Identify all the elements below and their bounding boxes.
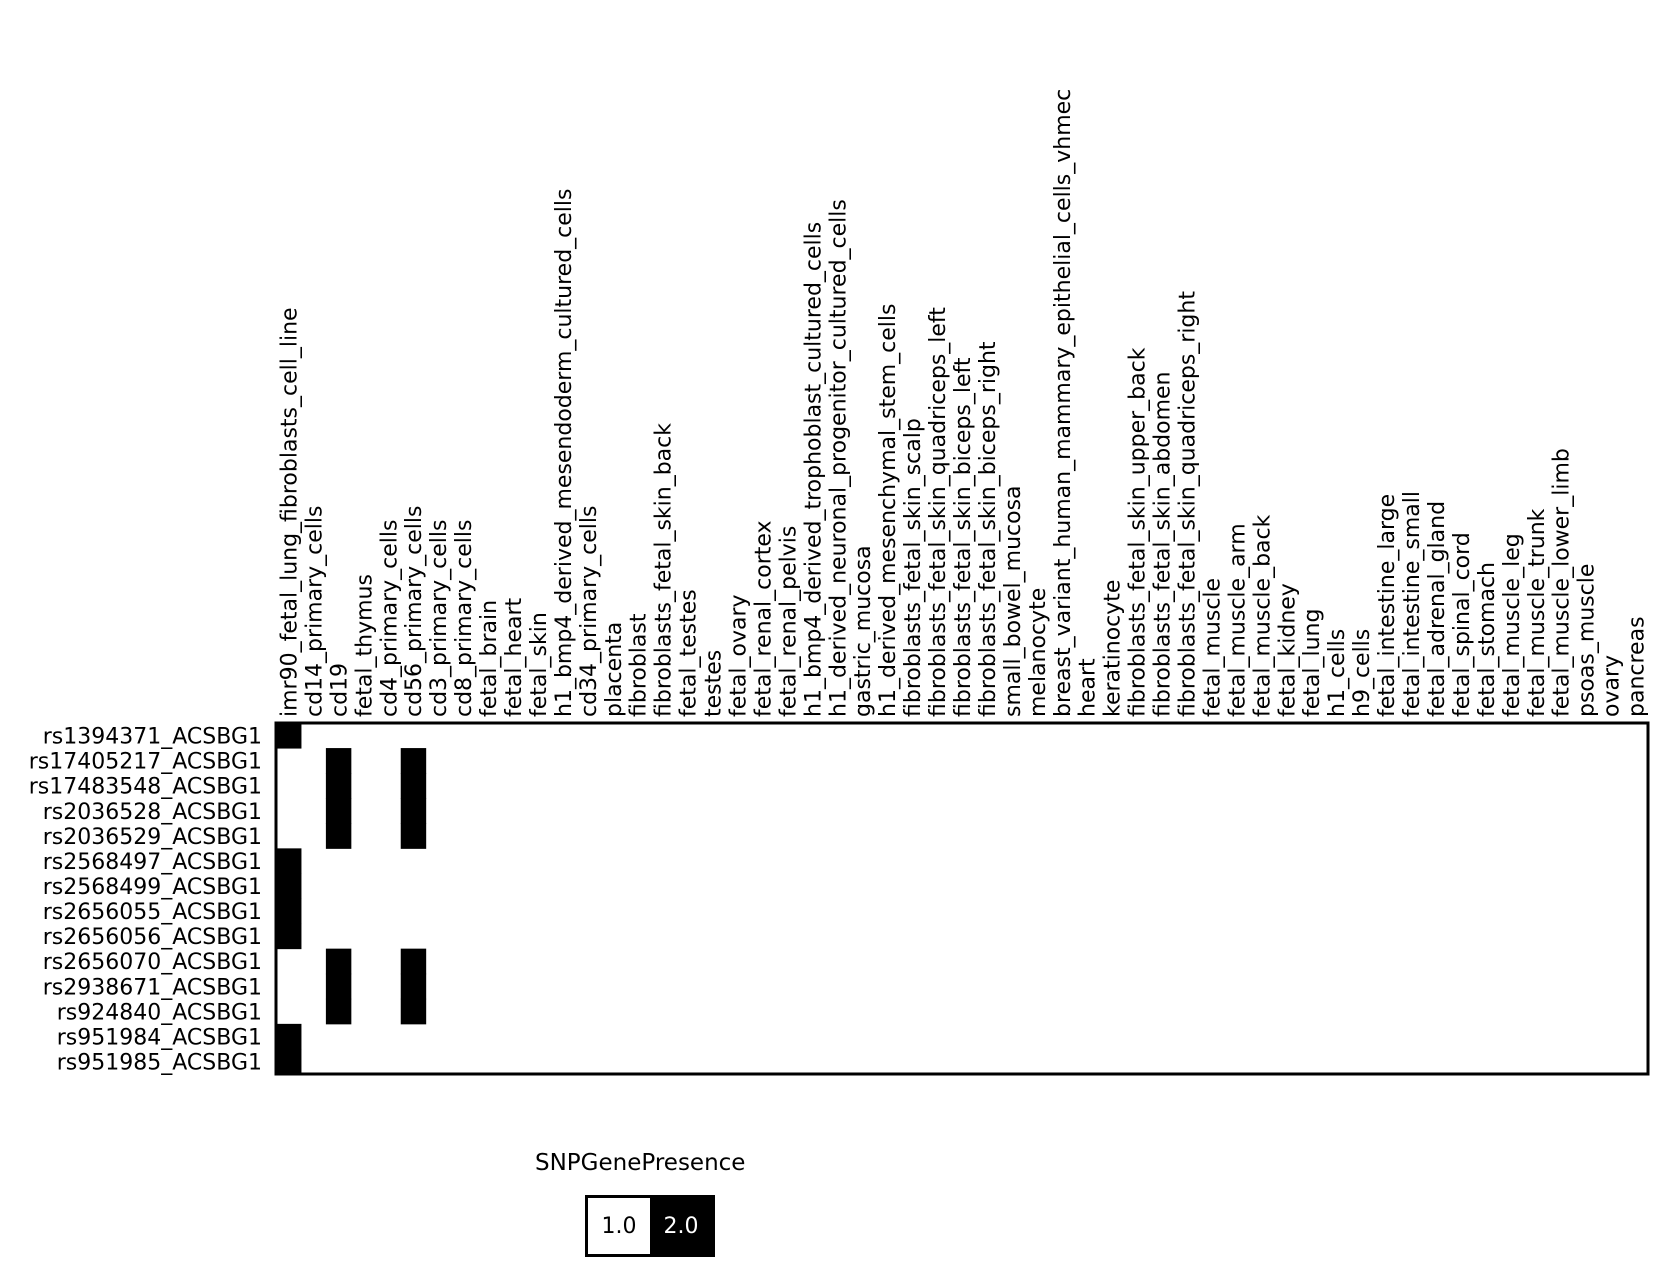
column-label: fetal_muscle_lower_limb: [1549, 448, 1575, 717]
column-label: fetal_muscle_back: [1250, 514, 1276, 717]
heatmap-cell: [326, 823, 351, 849]
heatmap-cell: [276, 873, 301, 899]
row-label: rs2036528_ACSBG1: [42, 799, 262, 825]
column-label: h1_bmp4_derived_trophoblast_cultured_cells: [801, 221, 827, 717]
column-label: fetal_muscle_leg: [1499, 533, 1525, 717]
heatmap-cell: [401, 999, 426, 1025]
column-label: fibroblasts_fetal_skin_biceps_left: [951, 357, 976, 717]
column-label: fetal_muscle_trunk: [1524, 508, 1550, 717]
heatmap-cell: [276, 723, 301, 749]
heatmap-cell: [326, 999, 351, 1025]
heatmap-cell: [401, 949, 426, 975]
row-label: rs2036529_ACSBG1: [42, 824, 262, 850]
heatmap-cell: [326, 773, 351, 799]
row-label: rs17405217_ACSBG1: [28, 749, 262, 775]
column-label: fetal_stomach: [1474, 562, 1500, 717]
column-label: heart: [1075, 658, 1101, 717]
legend-entry-low: 1.0: [588, 1198, 650, 1254]
row-label: rs2656055_ACSBG1: [42, 900, 262, 926]
column-label: fetal_testes: [676, 589, 702, 717]
column-label: fibroblasts_fetal_skin_abdomen: [1150, 371, 1176, 717]
column-label: imr90_fetal_lung_fibroblasts_cell_line: [277, 307, 303, 717]
column-label: cd34_primary_cells: [576, 505, 602, 717]
column-label: fetal_kidney: [1275, 583, 1301, 717]
heatmap-cells: [276, 723, 426, 1075]
column-label: fibroblast: [626, 613, 652, 717]
column-label: h1_derived_mesenchymal_stem_cells: [876, 303, 902, 717]
column-label: fetal_heart: [501, 597, 527, 717]
column-label: gastric_mucosa: [851, 545, 877, 717]
heatmap-cell: [326, 974, 351, 1000]
heatmap-cell: [401, 798, 426, 824]
legend-entry-high: 2.0: [650, 1198, 712, 1254]
heatmap-cell: [276, 924, 301, 950]
column-label: cd56_primary_cells: [402, 505, 428, 717]
column-label: fetal_intestine_small: [1400, 491, 1426, 717]
column-label: h1_derived_neuronal_progenitor_cultured_cells: [826, 199, 852, 717]
row-label: rs2656056_ACSBG1: [42, 925, 262, 951]
column-label: fetal_renal_cortex: [751, 520, 777, 717]
column-label: fetal_renal_pelvis: [776, 525, 802, 717]
heatmap-cell: [401, 974, 426, 1000]
heatmap-cell: [276, 1024, 301, 1050]
column-label: placenta: [601, 621, 627, 717]
column-label: psoas_muscle: [1574, 563, 1600, 717]
heatmap-cell: [326, 949, 351, 975]
heatmap-cell: [326, 798, 351, 824]
column-label: fetal_muscle_arm: [1225, 523, 1251, 717]
column-label: cd14_primary_cells: [302, 505, 328, 717]
column-label: fibroblasts_fetal_skin_biceps_right: [975, 341, 1001, 717]
column-label: h1_cells: [1325, 628, 1351, 717]
row-label: rs2938671_ACSBG1: [42, 975, 262, 1001]
legend-color-scale: [585, 1195, 715, 1257]
column-label: fetal_brain: [477, 599, 503, 717]
column-label: cd19: [327, 662, 353, 717]
heatmap-cell: [326, 748, 351, 774]
heatmap-cell: [401, 773, 426, 799]
heatmap-cell: [276, 899, 301, 925]
row-label: rs1394371_ACSBG1: [42, 724, 262, 750]
column-label: fetal_adrenal_gland: [1424, 500, 1450, 717]
column-label: fibroblasts_fetal_skin_upper_back: [1125, 347, 1151, 717]
heatmap-cell: [276, 1049, 301, 1075]
column-label: ovary: [1599, 654, 1625, 717]
column-label: h9_cells: [1350, 628, 1376, 717]
column-labels: [277, 89, 1649, 717]
heatmap-cell: [276, 848, 301, 874]
row-labels: [29, 725, 262, 1076]
row-label: rs2568499_ACSBG1: [42, 874, 262, 900]
column-label: fetal_muscle: [1200, 577, 1226, 717]
column-label: fibroblasts_fetal_skin_quadriceps_left: [926, 307, 952, 717]
column-label: fetal_ovary: [726, 594, 752, 717]
column-label: fibroblasts_fetal_skin_back: [651, 423, 677, 717]
column-label: small_bowel_mucosa: [1000, 485, 1026, 717]
column-label: cd8_primary_cells: [452, 519, 478, 717]
column-label: fetal_lung: [1300, 608, 1326, 717]
column-label: fetal_spinal_cord: [1449, 532, 1475, 717]
row-label: rs2568497_ACSBG1: [42, 849, 262, 875]
row-label: rs951985_ACSBG1: [56, 1050, 262, 1076]
column-label: pancreas: [1624, 616, 1650, 717]
heatmap-cell: [401, 748, 426, 774]
heatmap-frame: [276, 723, 1648, 1074]
row-label: rs951984_ACSBG1: [56, 1025, 262, 1051]
row-label: rs924840_ACSBG1: [56, 1000, 262, 1026]
column-label: melanocyte: [1025, 587, 1051, 717]
legend-title: SNPGenePresence: [535, 1150, 746, 1176]
column-label: h1_bmp4_derived_mesendoderm_cultured_cells: [551, 188, 577, 717]
column-label: breast_variant_human_mammary_epithelial_cells_vhmec: [1050, 88, 1076, 717]
column-label: cd4_primary_cells: [377, 519, 403, 717]
column-label: fetal_skin: [526, 612, 552, 717]
heatmap-cell: [401, 823, 426, 849]
row-label: rs17483548_ACSBG1: [28, 774, 262, 800]
column-label: keratinocyte: [1100, 579, 1126, 717]
column-label: fibroblasts_fetal_skin_quadriceps_right: [1175, 291, 1201, 717]
column-label: testes: [701, 649, 727, 717]
column-label: fetal_intestine_large: [1375, 493, 1401, 717]
column-label: cd3_primary_cells: [427, 519, 453, 717]
row-label: rs2656070_ACSBG1: [42, 950, 262, 976]
column-label: fetal_thymus: [352, 574, 378, 717]
column-label: fibroblasts_fetal_skin_scalp: [901, 418, 927, 717]
